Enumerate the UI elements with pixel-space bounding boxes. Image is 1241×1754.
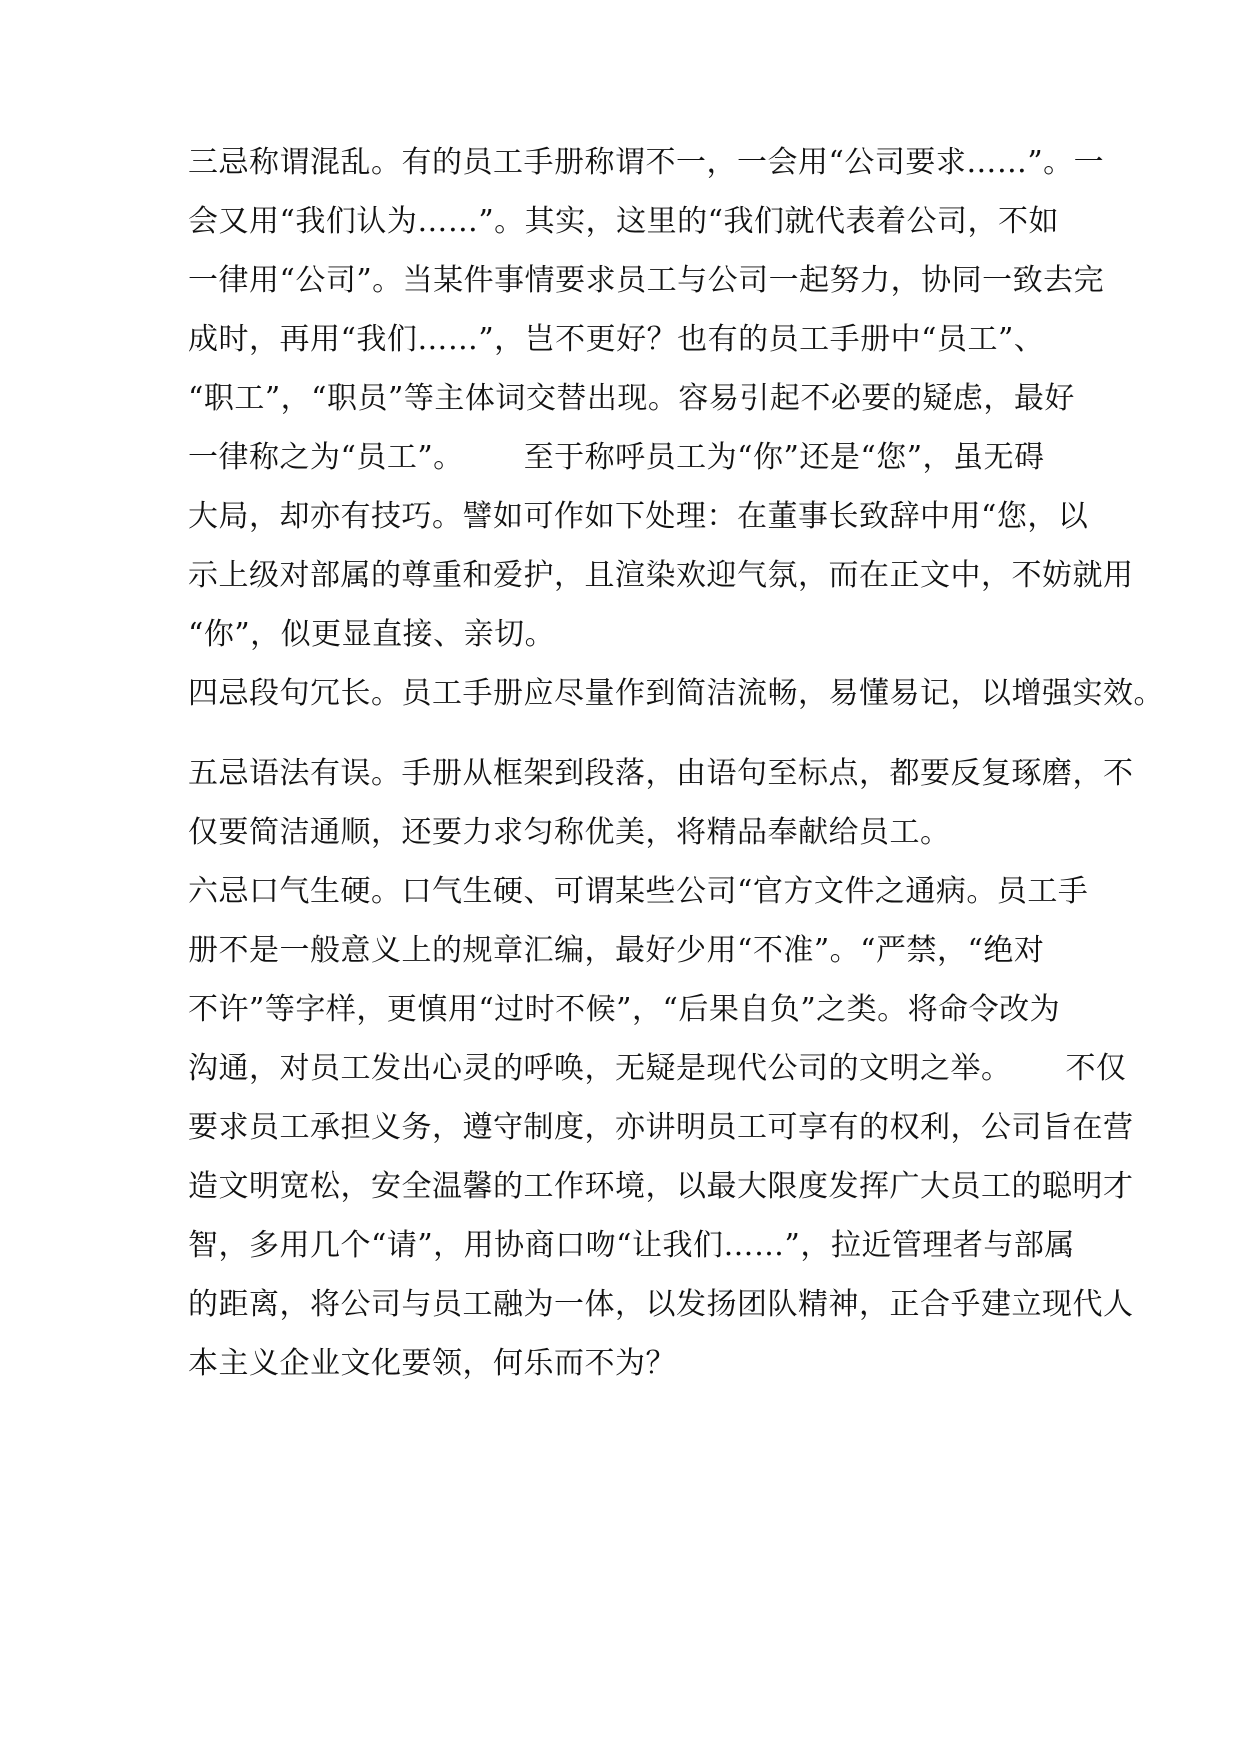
text-line: 造文明宽松，安全温馨的工作环境，以最大限度发挥广大员工的聪明才: [188, 1169, 1134, 1204]
text-line: 五忌语法有误。手册从框架到段落，由语句至标点，都要反复琢磨，不: [188, 756, 1134, 791]
text-line: 仅要简洁通顺，还要力求匀称优美，将精品奉献给员工。: [188, 815, 951, 850]
text-line: 本主义企业文化要领，何乐而不为？: [188, 1346, 676, 1381]
text-line: 一律用“公司”。当某件事情要求员工与公司一起努力，协同一致去完: [188, 263, 1105, 298]
text-line: 要求员工承担义务，遵守制度，亦讲明员工可享有的权利，公司旨在营: [188, 1110, 1134, 1145]
text-line: 六忌口气生硬。口气生硬、可谓某些公司“官方文件之通病。员工手: [188, 874, 1089, 909]
text-line: [188, 1049, 1127, 1089]
text-line: 会又用“我们认为……”。其实，这里的“我们就代表着公司，不如: [188, 204, 1060, 239]
text-line: 示上级对部属的尊重和爱护，且渲染欢迎气氛，而在正文中，不妨就用: [188, 558, 1134, 593]
text-line: [188, 438, 1068, 478]
text-segment: 至于称呼员工为“你”还是“您”，虽无碍: [523, 440, 1045, 475]
text-line: “你”，似更显直接、亲切。: [188, 617, 556, 652]
text-segment: 沟通，对员工发出心灵的呼唤，无疑是现代公司的文明之举。: [188, 1051, 1012, 1086]
text-line: 四忌段句冗长。员工手册应尽量作到简洁流畅，易懂易记，以增强实效。: [188, 676, 1164, 711]
text-line: 大局，却亦有技巧。譬如可作如下处理：在董事长致辞中用“您，以: [188, 499, 1089, 534]
text-line: “职工”，“职员”等主体词交替出现。容易引起不必要的疑虑，最好: [188, 381, 1075, 416]
text-line: 的距离，将公司与员工融为一体，以发扬团队精神，正合乎建立现代人: [188, 1287, 1134, 1322]
text-segment: 不仅: [1065, 1051, 1127, 1086]
text-line: 成时，再用“我们……”，岂不更好？也有的员工手册中“员工”、: [188, 322, 1045, 357]
text-segment: 一律称之为“员工”。: [188, 440, 464, 475]
text-line: 智，多用几个“请”，用协商口吻“让我们……”，拉近管理者与部属: [188, 1228, 1075, 1263]
text-line: 三忌称谓混乱。有的员工手册称谓不一，一会用“公司要求……”。一: [188, 145, 1105, 180]
text-line: 册不是一般意义上的规章汇编，最好少用“不准”。“严禁，“绝对: [188, 933, 1045, 968]
text-line: 不许”等字样，更慎用“过时不候”，“后果自负”之类。将命令改为: [188, 992, 1061, 1027]
